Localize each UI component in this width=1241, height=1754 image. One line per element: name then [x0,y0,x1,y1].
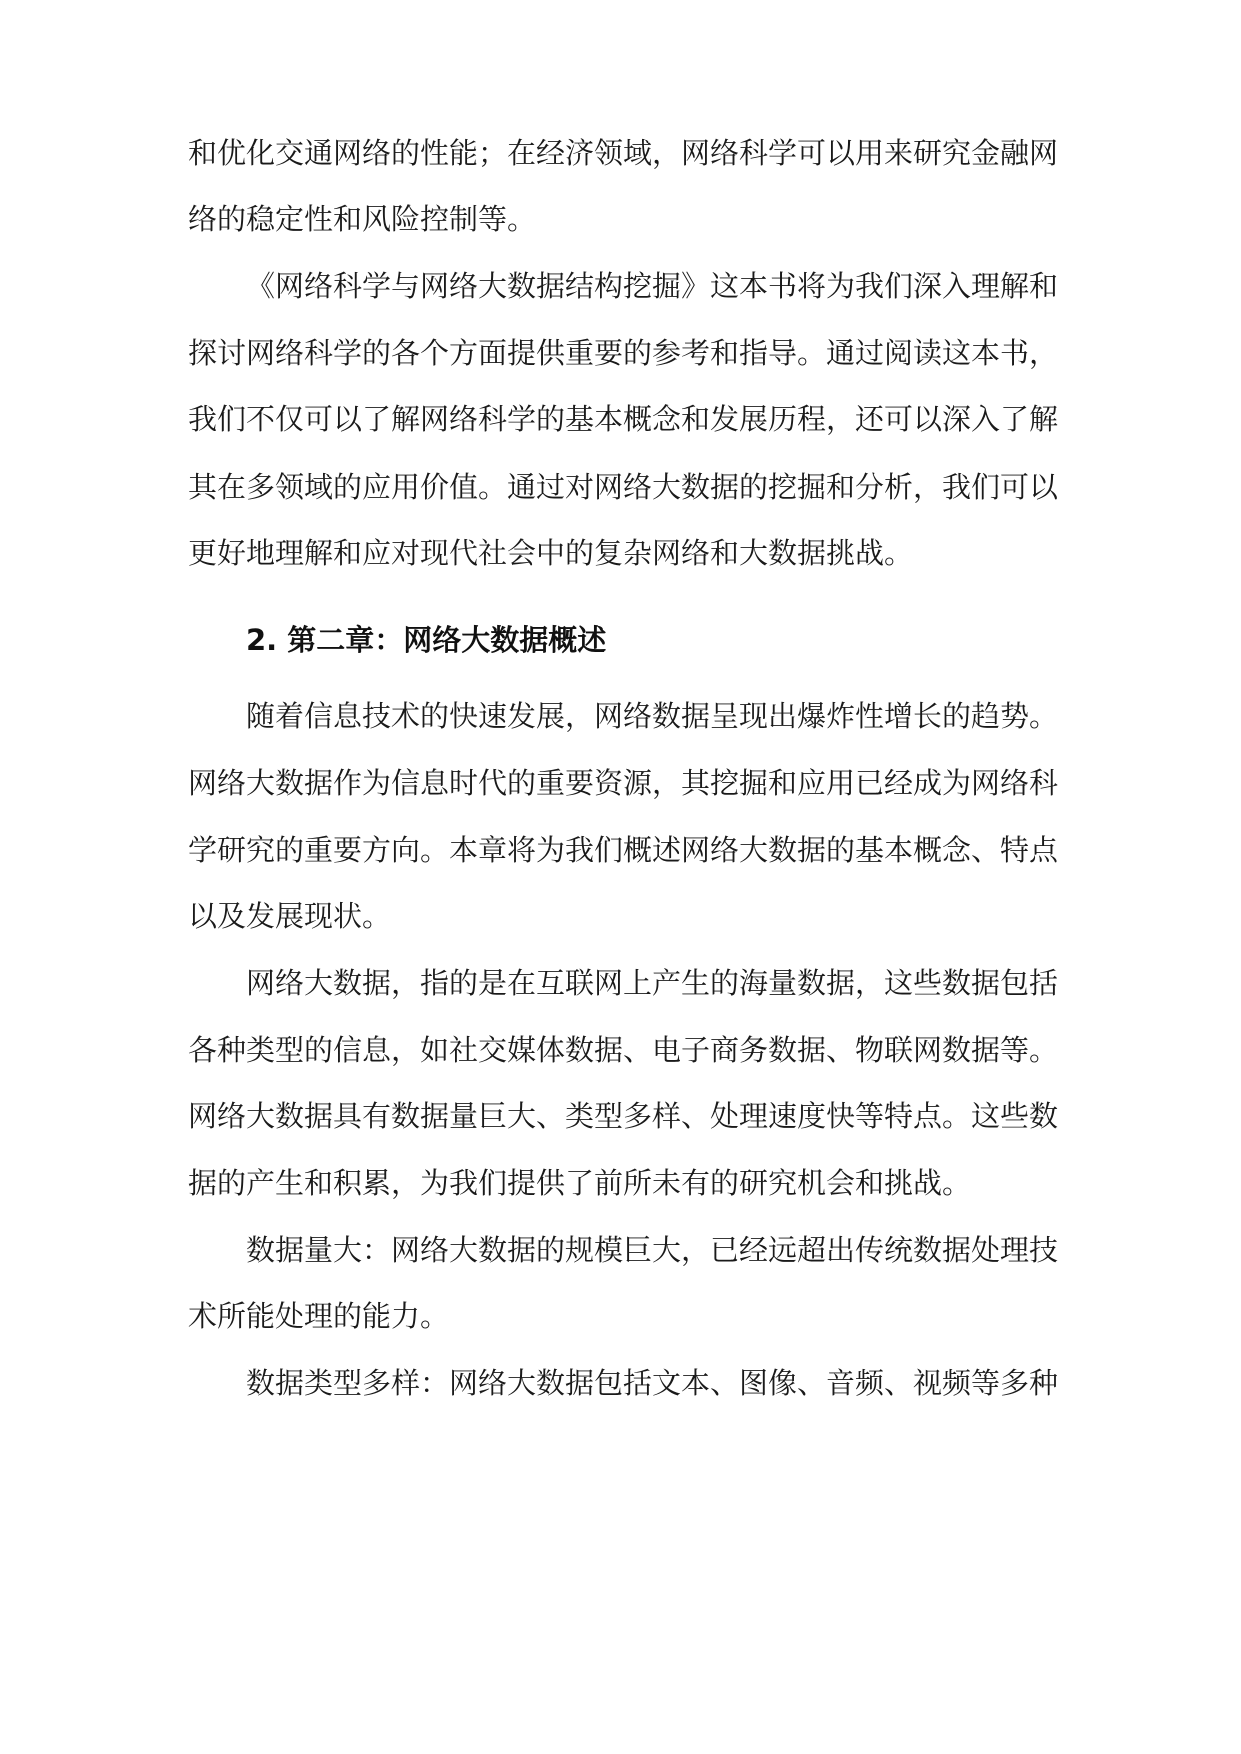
paragraph-line: 据的产生和积累，为我们提供了前所未有的研究机会和挑战。 [188,1166,972,1200]
paragraph-line: 学研究的重要方向。本章将为我们概述网络大数据的基本概念、特点 [188,833,1059,867]
paragraph-line: 络的稳定性和风险控制等。 [188,202,537,236]
paragraph-line: 我们不仅可以了解网络科学的基本概念和发展历程，还可以深入了解 [188,402,1059,436]
paragraph-line: 各种类型的信息，如社交媒体数据、电子商务数据、物联网数据等。 [188,1033,1059,1067]
paragraph-line: 数据量大：网络大数据的规模巨大，已经远超出传统数据处理技 [246,1233,1059,1267]
paragraph-line: 网络大数据，指的是在互联网上产生的海量数据，这些数据包括 [246,966,1059,1000]
paragraph-line: 术所能处理的能力。 [188,1299,450,1333]
paragraph-line: 更好地理解和应对现代社会中的复杂网络和大数据挑战。 [188,536,914,570]
section-heading: 2. 第二章：网络大数据概述 [246,623,607,657]
paragraph-line: 探讨网络科学的各个方面提供重要的参考和指导。通过阅读这本书， [188,336,1059,370]
paragraph-line: 随着信息技术的快速发展，网络数据呈现出爆炸性增长的趋势。 [246,699,1059,733]
paragraph-line: 《网络科学与网络大数据结构挖掘》这本书将为我们深入理解和 [246,269,1059,303]
paragraph-line: 数据类型多样：网络大数据包括文本、图像、音频、视频等多种 [246,1366,1059,1400]
paragraph-line: 和优化交通网络的性能；在经济领域，网络科学可以用来研究金融网 [188,136,1059,170]
paragraph-line: 网络大数据作为信息时代的重要资源，其挖掘和应用已经成为网络科 [188,766,1059,800]
paragraph-line: 以及发展现状。 [188,899,392,933]
paragraph-line: 其在多领域的应用价值。通过对网络大数据的挖掘和分析，我们可以 [188,470,1059,504]
paragraph-line: 网络大数据具有数据量巨大、类型多样、处理速度快等特点。这些数 [188,1099,1059,1133]
